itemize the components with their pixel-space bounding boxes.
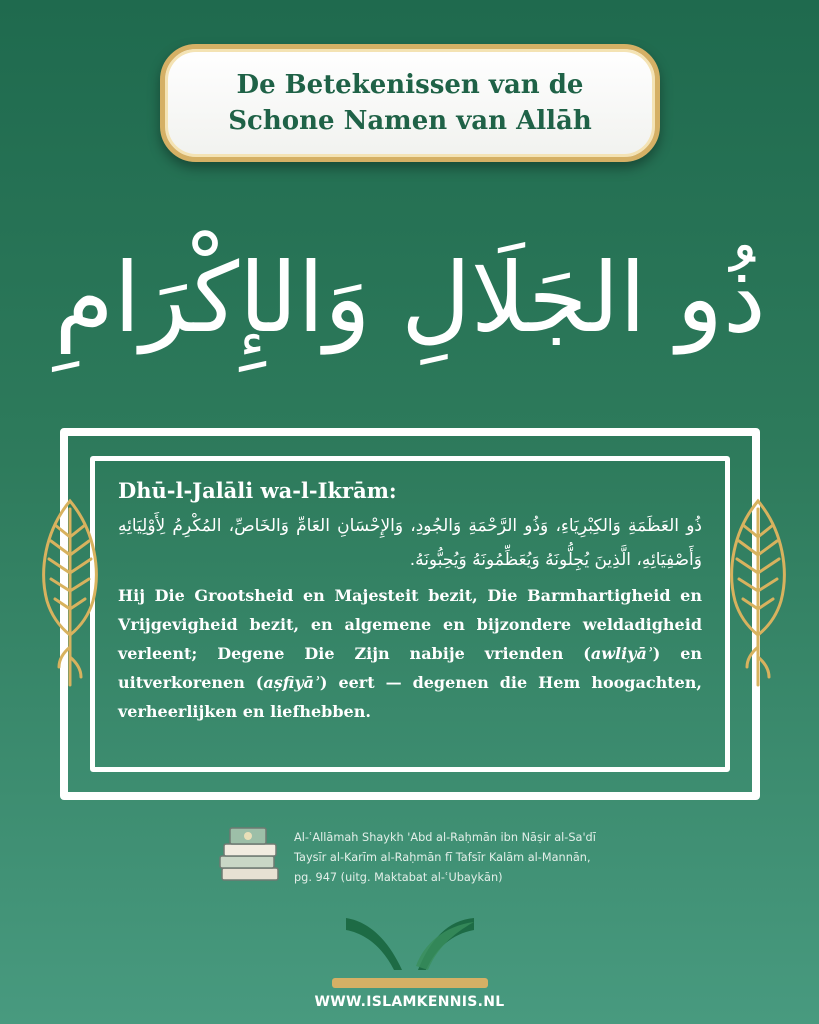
website-url: WWW.ISLAMKENNIS.NL [314,994,505,1010]
title-banner [160,44,660,162]
banner-title-line-1: De Betekenissen van de [236,70,584,100]
source-author: Al-ʿAllāmah Shaykh 'Abd al-Raḥmān ibn Nāṣir al-Sa'dī [294,831,596,844]
dutch-text-part-3: ) eert — degenen die Hem hoogachten, verheerlijken en liefhebben. [118,673,703,721]
card-content [118,478,702,726]
dutch-translation [118,581,702,726]
name-transliteration-heading: Dhū-l-Jalāli wa-l-Ikrām: [118,478,397,503]
leaf-icon [725,497,791,689]
arabic-calligraphy-name: ذُو الجَلَالِ وَالإِكْرَامِ [54,241,766,354]
islamkennis-logo [332,912,488,992]
term-asfiya: aṣfiyāʾ [263,673,320,692]
source-book-title: Taysīr al-Karīm al-Raḥmān fī Tafsīr Kalām al-Mannān, [294,851,591,864]
source-page-publisher: pg. 947 (uitg. Maktabat al-ʿUbaykān) [294,871,503,884]
source-citation [294,828,624,888]
term-awliya: awliyāʾ [590,644,653,663]
dutch-text-part-1: Hij Die Grootsheid en Majesteit bezit, Die Barmhartigheid en Vrijgevigheid bezit, en algemene en bijzondere weldadigheid verleent; Degene Die Zijn nabije vrienden ( [118,586,702,663]
leaf-icon [37,497,103,689]
banner-title-line-2: Schone Namen van Allāh [228,106,592,136]
dutch-text-part-2: ) en uitverkorenen ( [118,644,703,692]
arabic-explanation: ذُو العَظَمَةِ وَالكِبْرِيَاءِ، وَذُو الرَّحْمَةِ وَالجُودِ، وَالإِحْسَانِ العَامِّ وَالخَاصِّ، المُكْرِمُ لِأَوْلِيَائِهِ وَأَصْفِيَائِهِ، الَّذِينَ يُجِلُّونَهُ وَيُعَظِّمُونَهُ وَيُحِبُّونَهُ. [118,516,702,570]
books-icon [216,824,282,886]
